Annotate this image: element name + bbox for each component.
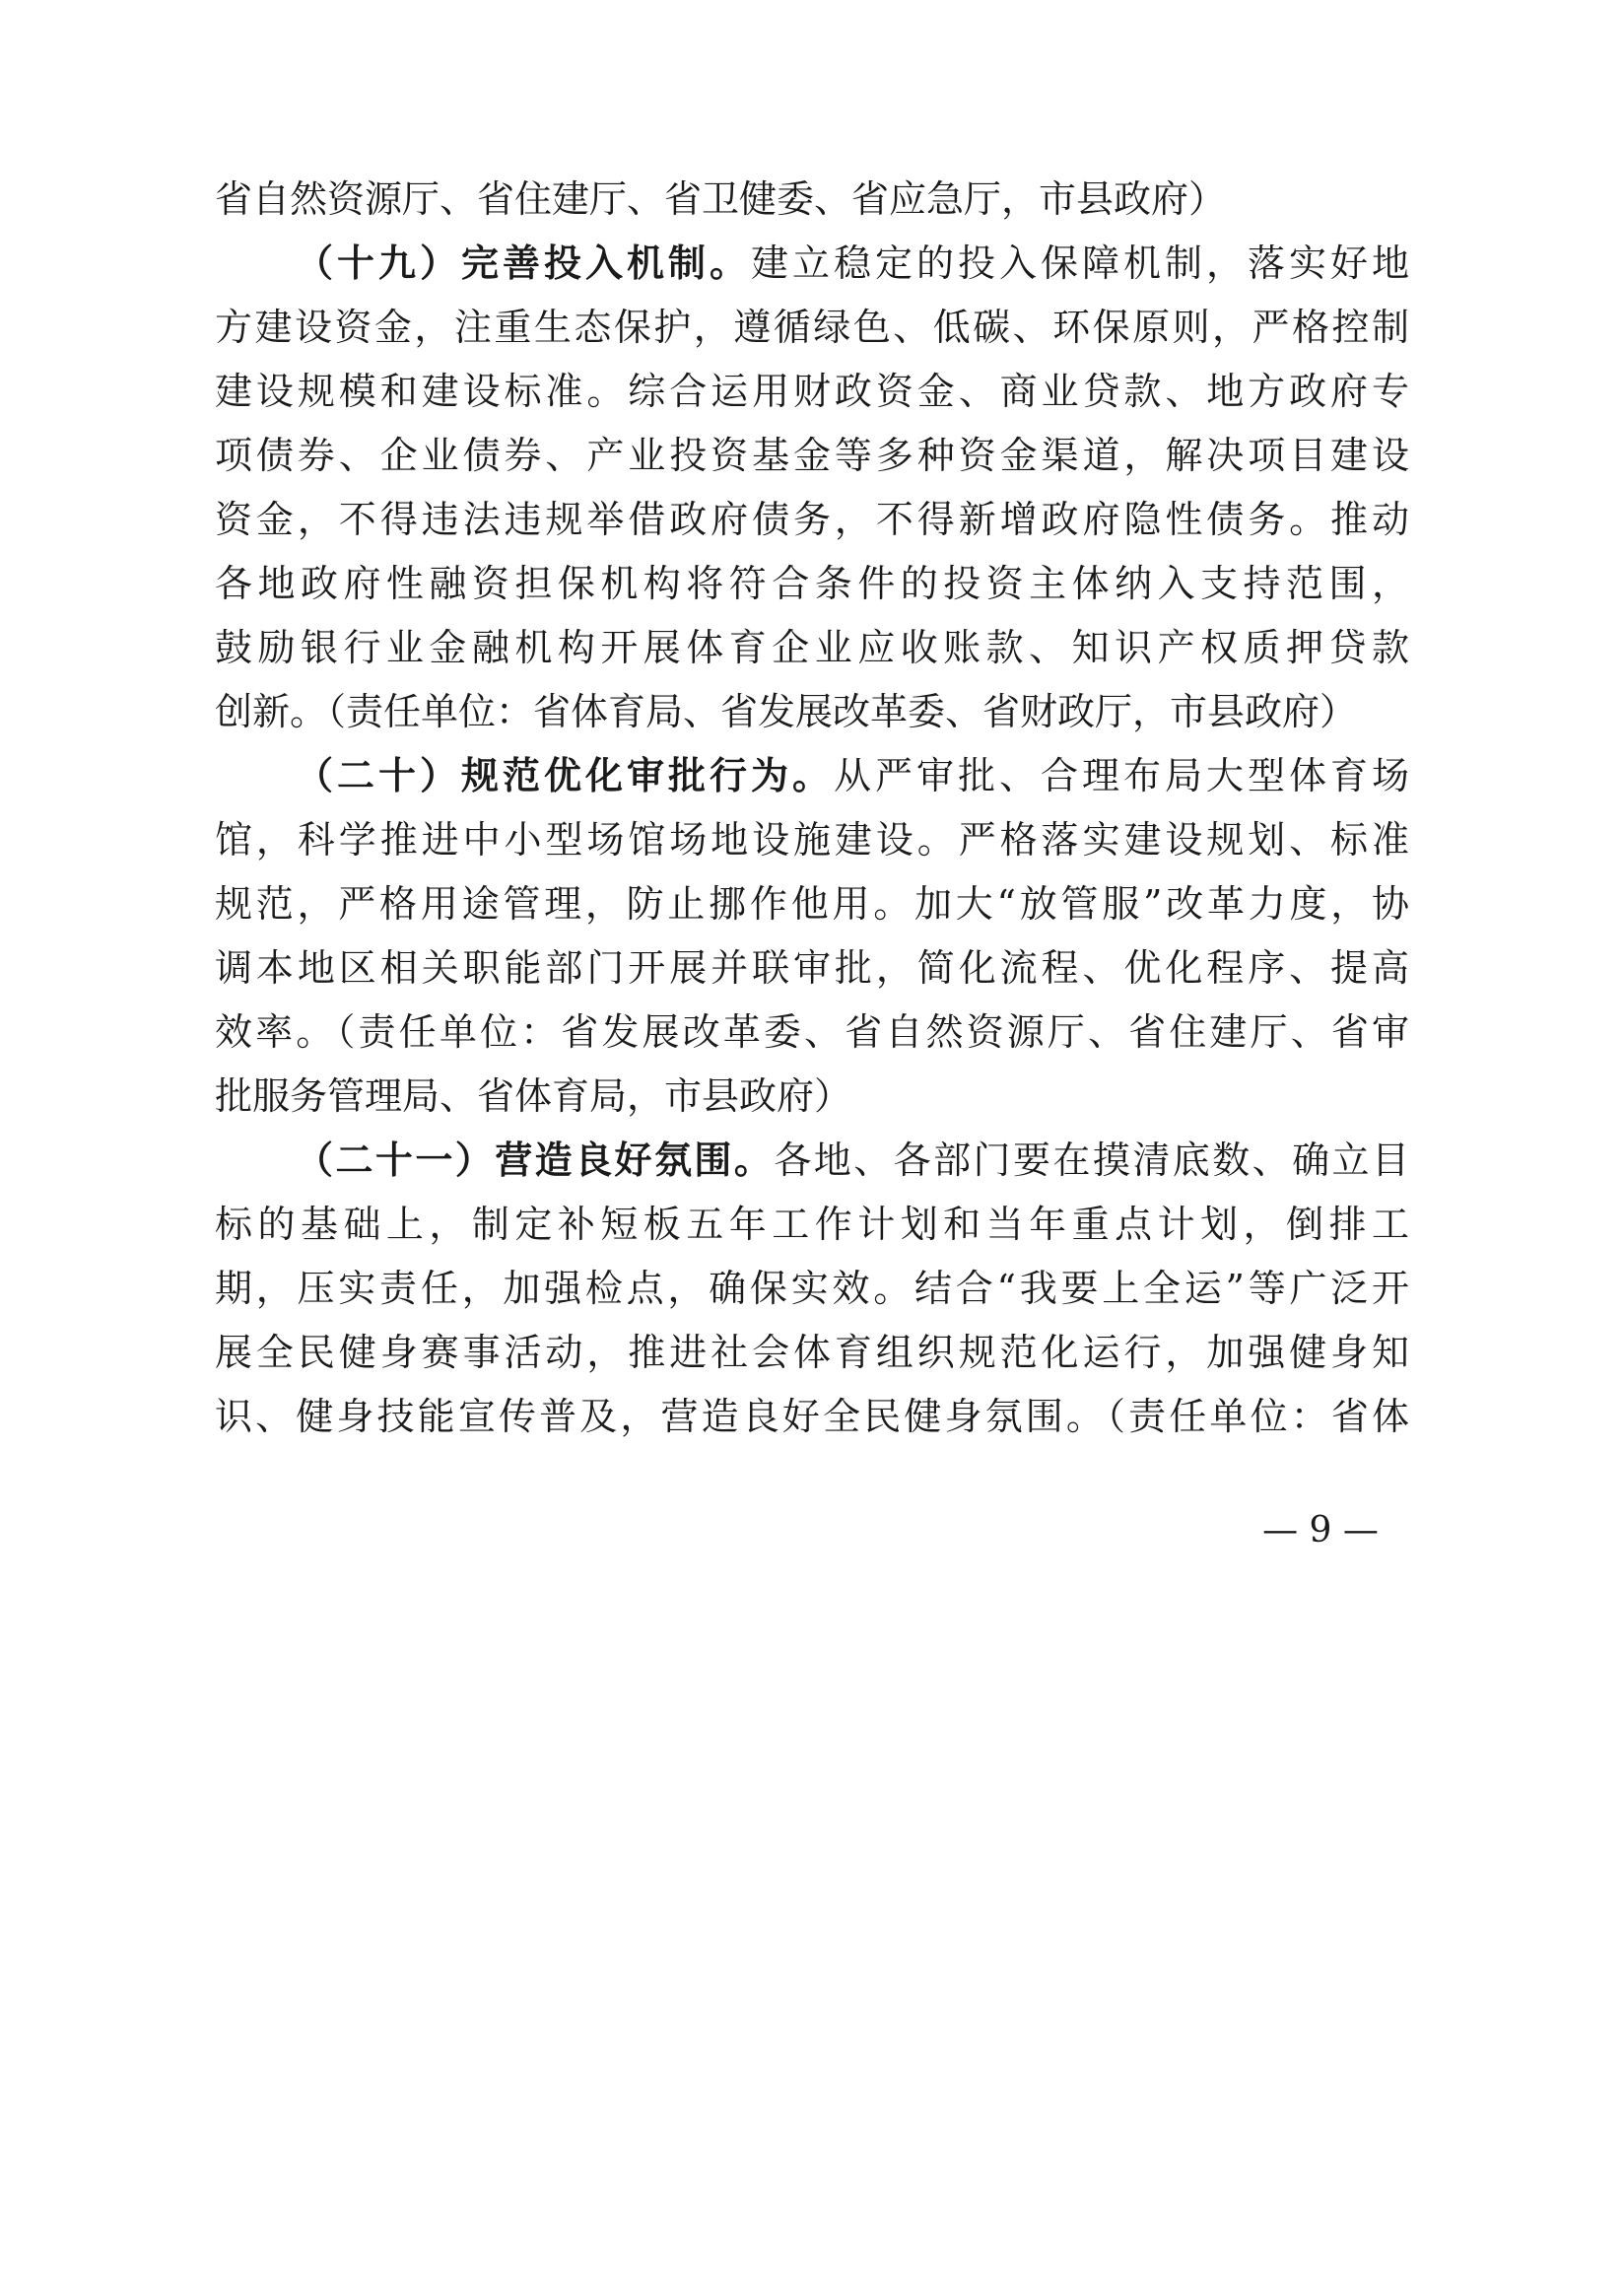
text-span: 各地、各部门要在摸清底数、确立目 [774, 1138, 1409, 1182]
paragraph-19-line-3: 建设规模和建设标准。综合运用财政资金、商业贷款、地方政府专 [215, 370, 1409, 413]
paragraph-20-line-1 [296, 746, 1409, 805]
paragraph-19-line-2: 方建设资金，注重生态保护，遵循绿色、低碳、环保原则，严格控制 [215, 306, 1409, 349]
paragraph-21-line-3: 期，压实责任，加强检点，确保实效。结合“我要上全运”等广泛开 [215, 1267, 1409, 1310]
paragraph-19-line-5: 资金，不得违法违规举借政府债务，不得新增政府隐性债务。推动 [215, 498, 1409, 541]
paragraph-21-line-4: 展全民健身赛事活动，推进社会体育组织规范化运行，加强健身知 [215, 1331, 1409, 1374]
section-heading-20: （二十）规范优化审批行为。 [296, 754, 834, 797]
paragraph-21-line-1 [296, 1131, 1409, 1190]
text-span: 省自然资源厅、省住建厅、省卫健委、省应急厅，市县政府） [215, 177, 1227, 221]
paragraph-19-line-1 [296, 234, 1409, 293]
paragraph-20-line-6: 批服务管理局、省体育局，市县政府） [215, 1074, 852, 1118]
paragraph-20-line-5: 效率。（责任单位：省发展改革委、省自然资源厅、省住建厅、省审 [215, 1010, 1409, 1054]
paragraph-20-line-2: 馆，科学推进中小型场馆场地设施建设。严格落实建设规划、标准 [215, 818, 1409, 862]
paragraph-18-line-1 [215, 170, 1409, 229]
paragraph-20-line-3: 规范，严格用途管理，防止挪作他用。加大“放管服”改革力度，协 [215, 882, 1409, 926]
paragraph-19-line-8: 创新。（责任单位：省体育局、省发展改革委、省财政厅，市县政府） [215, 690, 1358, 733]
paragraph-19-line-6: 各地政府性融资担保机构将符合条件的投资主体纳入支持范围， [215, 562, 1409, 605]
paragraph-21-line-5: 识、健身技能宣传普及，营造良好全民健身氛围。（责任单位：省体 [215, 1395, 1409, 1438]
paragraph-21-line-2: 标的基础上，制定补短板五年工作计划和当年重点计划，倒排工 [215, 1203, 1409, 1246]
text-span: 从严审批、合理布局大型体育场 [834, 754, 1409, 797]
paragraph-20-line-4: 调本地区相关职能部门开展并联审批，简化流程、优化程序、提高 [215, 946, 1409, 990]
section-heading-21: （二十一）营造良好氛围。 [296, 1138, 775, 1182]
text-span: 建立稳定的投入保障机制，落实好地 [751, 242, 1409, 285]
paragraph-19-line-4: 项债券、企业债券、产业投资基金等多种资金渠道，解决项目建设 [215, 434, 1409, 477]
paragraph-19-line-7: 鼓励银行业金融机构开展体育企业应收账款、知识产权质押贷款 [215, 626, 1409, 669]
page-number: — 9 — [1262, 1510, 1379, 1551]
section-heading-19: （十九）完善投入机制。 [296, 242, 751, 285]
